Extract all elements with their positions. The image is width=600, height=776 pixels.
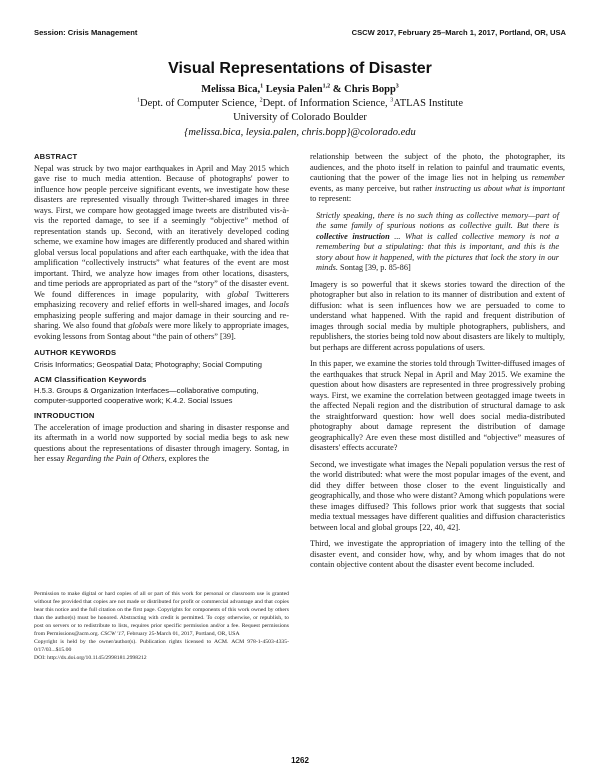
permission-notice [34, 590, 289, 662]
author-3-affil: 3 [395, 83, 399, 90]
author-emails: {melissa.bica, leysia.palen, chris.bopp}@colorado.edu [184, 127, 416, 138]
author-3: & Chris Bopp [330, 84, 396, 95]
author-1: Melissa Bica, [201, 84, 261, 95]
introduction-heading: INTRODUCTION [34, 411, 95, 420]
body-paragraph: In this paper, we examine the stories told through Twitter-diffused images of the earthquakes that struck Nepal in April and May 2015. We examine the question about how disasters are represented in three progressively probing ways. First, we examine the correlation between geotagged image tweets in the affected Nepali region and the distribution of structural damage to ask the straightforward question: how well does social media-distributed photography about damage represent the distribution of damage geographically? Are even these most distilled and “objective” measures of disasters' effects accurate? [310, 359, 565, 452]
right-column [310, 152, 565, 577]
page-number: 1262 [291, 756, 309, 765]
author-list [0, 84, 600, 95]
author-1-affil: 1 [260, 83, 264, 90]
body-paragraph: Second, we investigate what images the Nepali population versus the rest of the world distributed: what were the most popular images of the event, and did they differ between those closer to the event linguistically and geographically, and those who were distant? Among which populations were these images diffused? This follows prior work that suggests that social media textual messages have different qualities and diffusion characteristics between local and global groups [22, 40, 42]. [310, 459, 565, 532]
body-paragraph: Imagery is so powerful that it skews stories toward the direction of the photographer but also in relation to its manner of distribution and extent of diffusion: what is seen influences how we are persuaded to come to understand what happened. With the rapid and frequent distribution of images through social media by multiple photographers, publishers, and republishers, the stories being told now about disasters are likely to multiply, but perhaps are different across populations of users. [310, 279, 566, 352]
copyright-text: Copyright is held by the owner/author(s). Publication rights licensed to ACM. ACM 978-1-4503-4335-0/17/03...$15.00 [34, 639, 289, 653]
permission-text: Permission to make digital or hard copies of all or part of this work for personal or classroom use is granted without fee provided that copies are not made or distributed for profit or commercial advantage and that copies bear this notice and the full citation on the first page. Copyrights for components of this work owned by others than the author(s) must be honored. Abstracting with credit is permitted. To copy otherwise, or republish, to post on servers or to redistribute to lists, requires prior specific permission and/or a fee. Request permissions from Permissions@acm.org. CSCW '17, February 25-March 01, 2017, Portland, OR, USA [34, 591, 289, 637]
acm-heading: ACM Classification Keywords [34, 374, 147, 384]
author-keywords-heading: AUTHOR KEYWORDS [34, 348, 117, 357]
running-head [34, 28, 566, 40]
body-paragraph: relationship between the subject of the photo, the photographer, its audiences, and the photo itself in relation to painful and traumatic events, cautioning that the power of the image lies not in helping us remember events, as many perceive, but rather instructing us about what is important to represent: [310, 152, 565, 203]
author-2-affil: 1,2 [322, 83, 331, 90]
left-column [34, 152, 289, 471]
body-paragraph: Third, we investigate the appropriation of imagery into the telling of the disaster event, and consider how, why, and by whom images that do not contain objective content about the disaster event become included. [310, 539, 565, 569]
introduction-text: The acceleration of image production and sharing in disaster response and its aftermath in a world now supported by social media begs to ask new questions about the representations of disaster through imagery. Sontag, in her essay Regarding the Pain of Others, explores the [34, 422, 289, 463]
abstract-text: Nepal was struck by two major earthquakes in April and May 2015 which gave rise to much media attention. Because of photographs' power to influence how people perceive significant events, we investigate how these disasters are represented visually through Twitter-shared images in three ways. First, we compare how geotagged image tweets are distributed vis-à-vis the reported damage, to see if a seemingly “objective” method of representation stands up. Second, with an iteratively developed coding scheme, we examine how images are differently produced and shared within global versus local populations and after each earthquake, with the idea that amplification “collectively instructs” what features of the event are most important. Third, we analyze how images from other locations, disasters, and time periods are appropriated as part of the “story” of the disaster event. We found differences in image popularity, with global Twitterers emphasizing recovery and relief efforts in well-shared images, and locals emphasizing people suffering and major damage in their sourcing and re-sharing. We also found that globals were more likely to appropriate images, evoking lessons from Sontag about “the pain of others” [39]. [34, 163, 289, 341]
conference-label: CSCW 2017, February 25–March 1, 2017, Portland, OR, USA [351, 28, 566, 37]
author-keywords-text: Crisis Informatics; Geospatial Data; Photography; Social Computing [34, 359, 262, 369]
abstract-heading: ABSTRACT [34, 152, 78, 161]
acm-text: H.5.3. Groups & Organization Interfaces—collaborative computing, computer-supported cooperative work; K.4.2. Social Issues [34, 386, 259, 405]
author-2: Leysia Palen [263, 84, 323, 95]
university: University of Colorado Boulder [233, 112, 367, 123]
paper-title: Visual Representations of Disaster [168, 60, 432, 77]
doi-text: DOI: http://dx.doi.org/10.1145/2998181.2998212 [34, 655, 147, 661]
session-label: Session: Crisis Management [34, 28, 138, 37]
affiliations: $^1$Dept. of Computer Science, $^2$Dept. of Information Science, $^3$ATLAS Institute [137, 97, 463, 109]
sontag-quote: Strictly speaking, there is no such thing as collective memory—part of the same family of spurious notions as collective guilt. But there is collective instruction ... What is called collective memory is not a remembering but a stipulating: that this is important, and this is the story about how it happened, with the pictures that lock the story in our minds. Sontag [39, p. 85-86] [316, 210, 559, 272]
